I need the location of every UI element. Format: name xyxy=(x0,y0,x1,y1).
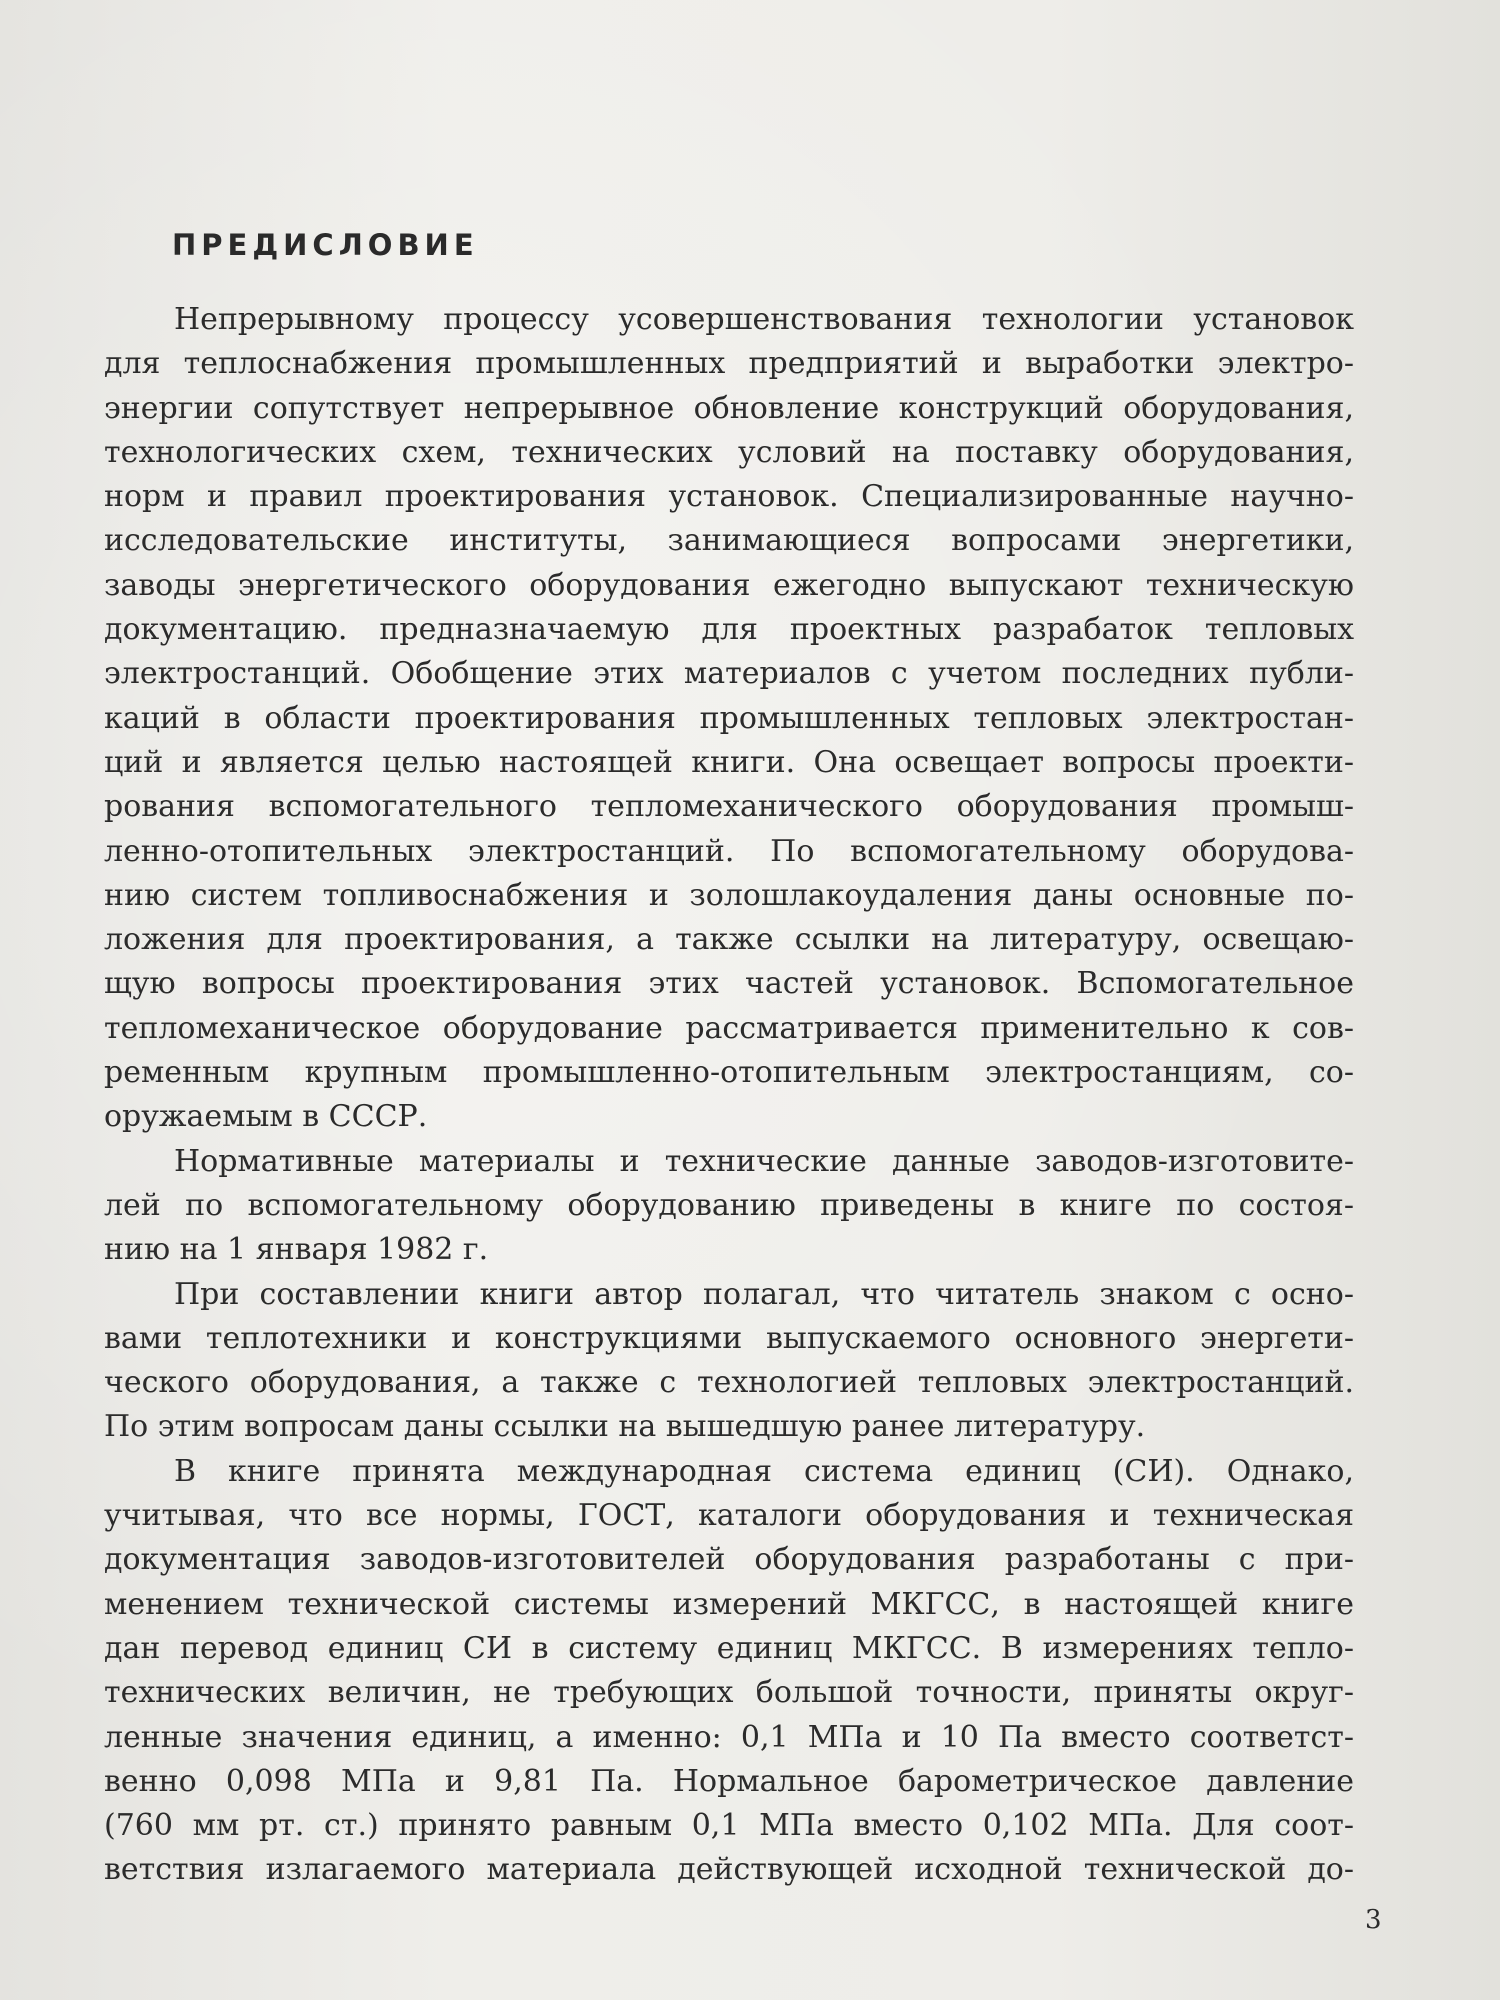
text-line: энергии сопутствует непрерывное обновление конструкций оборудования, xyxy=(104,390,1354,426)
text-line: электростанций. Обобщение этих материалов с учетом последних публи- xyxy=(104,656,1354,692)
text-line: Нормативные материалы и технические данные заводов-изготовите- xyxy=(174,1143,1354,1179)
text-line: ленные значения единиц, а именно: 0,1 МПа и 10 Па вместо соответст- xyxy=(104,1719,1354,1755)
text-line: ременным крупным промышленно-отопительным электростанциям, со- xyxy=(104,1055,1354,1091)
text-line: ленно-отопительных электростанций. По вспомогательному оборудова- xyxy=(104,833,1354,869)
text-line: менением технической системы измерений МКГСС, в настоящей книге xyxy=(104,1586,1354,1622)
text-line: технологических схем, технических условий на поставку оборудования, xyxy=(104,434,1354,470)
text-line: норм и правил проектирования установок. Специализированные научно- xyxy=(104,479,1354,515)
text-line: щую вопросы проектирования этих частей установок. Вспомогательное xyxy=(104,966,1354,1002)
text-line: технических величин, не требующих большой точности, приняты округ- xyxy=(104,1675,1354,1711)
text-line: ветствия излагаемого материала действующей исходной технической до- xyxy=(104,1852,1354,1888)
paragraph-1 xyxy=(104,298,1354,1140)
text-line: нию на 1 января 1982 г. xyxy=(104,1232,489,1268)
text-line: (760 мм рт. ст.) принято равным 0,1 МПа вместо 0,102 МПа. Для соот- xyxy=(104,1808,1354,1844)
text-line: По этим вопросам даны ссылки на вышедшую ранее литературу. xyxy=(104,1409,1146,1445)
text-line: рования вспомогательного тепломеханического оборудования промыш- xyxy=(104,789,1354,825)
page-number: 3 xyxy=(1365,1905,1382,1935)
text-line: тепломеханическое оборудование рассматривается применительно к сов- xyxy=(104,1010,1354,1046)
text-line: для теплоснабжения промышленных предприятий и выработки электро- xyxy=(104,346,1354,382)
text-line: ложения для проектирования, а также ссылки на литературу, освещаю- xyxy=(104,922,1354,958)
text-line: оружаемым в СССР. xyxy=(104,1099,428,1135)
text-line: учитывая, что все нормы, ГОСТ, каталоги оборудования и техническая xyxy=(104,1498,1354,1534)
text-line: документация заводов-изготовителей оборудования разработаны с при- xyxy=(104,1542,1354,1578)
text-line: лей по вспомогательному оборудованию приведены в книге по состоя- xyxy=(104,1187,1354,1223)
text-line: вами теплотехники и конструкциями выпускаемого основного энергети- xyxy=(104,1320,1354,1356)
paragraph-3 xyxy=(104,1273,1354,1450)
text-line: Непрерывному процессу усовершенствования технологии установок xyxy=(174,302,1354,337)
text-line: заводы энергетического оборудования ежегодно выпускают техническую xyxy=(104,567,1354,603)
text-line: При составлении книги автор полагал, что читатель знаком с осно- xyxy=(174,1276,1354,1312)
text-line: документацию. предназначаемую для проектных разрабаток тепловых xyxy=(104,612,1354,648)
paragraph-4 xyxy=(104,1450,1354,1893)
text-line: нию систем топливоснабжения и золошлакоудаления даны основные по- xyxy=(104,877,1354,913)
text-line: В книге принята международная система единиц (СИ). Однако, xyxy=(174,1453,1354,1489)
text-line: исследовательские институты, занимающиеся вопросами энергетики, xyxy=(104,523,1354,559)
preface-heading: ПРЕДИСЛОВИЕ xyxy=(172,228,479,262)
text-line: ческого оборудования, а также с технологией тепловых электростанций. xyxy=(104,1365,1354,1401)
text-line: каций в области проектирования промышленных тепловых электростан- xyxy=(104,700,1354,736)
text-line: ций и является целью настоящей книги. Она освещает вопросы проекти- xyxy=(104,744,1354,780)
preface-body xyxy=(104,298,1354,1893)
paragraph-2 xyxy=(104,1140,1354,1273)
text-line: дан перевод единиц СИ в систему единиц МКГСС. В измерениях тепло- xyxy=(104,1630,1354,1666)
text-line: венно 0,098 МПа и 9,81 Па. Нормальное барометрическое давление xyxy=(104,1763,1354,1799)
